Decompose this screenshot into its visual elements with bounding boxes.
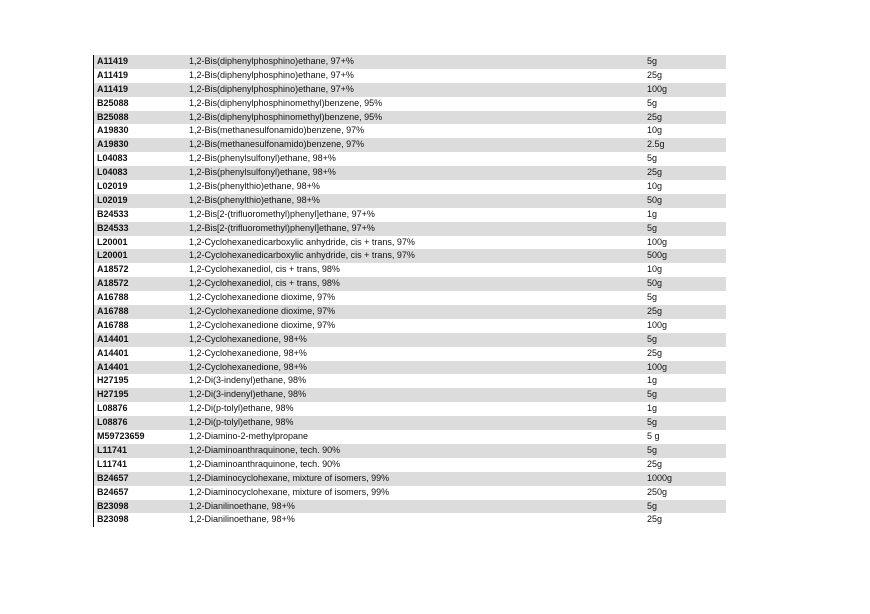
product-description: 1,2-Diamino-2-methylpropane bbox=[189, 431, 309, 442]
product-code: L11741 bbox=[97, 444, 128, 455]
table-row bbox=[94, 124, 726, 138]
product-code: A14401 bbox=[97, 333, 129, 344]
product-description: 1,2-Bis(phenylthio)ethane, 98+% bbox=[189, 181, 320, 192]
product-description: 1,2-Bis[2-(trifluoromethyl)phenyl]ethane, 97+% bbox=[189, 208, 375, 219]
product-quantity: 25g bbox=[647, 458, 663, 469]
table-row bbox=[94, 83, 726, 97]
product-quantity: 100g bbox=[647, 83, 668, 94]
product-quantity: 5g bbox=[647, 97, 658, 108]
product-code: B24533 bbox=[97, 208, 129, 219]
product-code: H27195 bbox=[97, 375, 129, 386]
table-row bbox=[94, 111, 726, 125]
product-description: 1,2-Bis(phenylsulfonyl)ethane, 98+% bbox=[189, 153, 336, 164]
product-quantity: 5g bbox=[647, 56, 658, 66]
product-quantity: 5g bbox=[647, 153, 658, 164]
product-code: A16788 bbox=[97, 292, 129, 303]
product-quantity: 1g bbox=[647, 375, 658, 386]
table-row bbox=[94, 152, 726, 166]
table-row bbox=[94, 166, 726, 180]
product-quantity: 1000g bbox=[647, 472, 673, 483]
product-description: 1,2-Bis(diphenylphosphino)ethane, 97+% bbox=[189, 69, 354, 80]
product-code: L20001 bbox=[97, 236, 128, 247]
product-quantity: 1g bbox=[647, 403, 658, 414]
product-quantity: 5g bbox=[647, 222, 658, 233]
table-row bbox=[94, 374, 726, 388]
table-row bbox=[94, 333, 726, 347]
product-code: L02019 bbox=[97, 194, 128, 205]
product-description: 1,2-Cyclohexanedione dioxime, 97% bbox=[189, 292, 336, 303]
table-row bbox=[94, 458, 726, 472]
product-code: L04083 bbox=[97, 153, 128, 164]
product-description: 1,2-Bis(diphenylphosphinomethyl)benzene, 95% bbox=[189, 97, 383, 108]
product-code: A18572 bbox=[97, 278, 129, 289]
table-row bbox=[94, 347, 726, 361]
product-code: B23098 bbox=[97, 514, 129, 525]
product-code: L20001 bbox=[97, 250, 128, 261]
product-quantity: 10g bbox=[647, 125, 663, 136]
product-description: 1,2-Dianilinoethane, 98+% bbox=[189, 514, 295, 525]
product-quantity: 1g bbox=[647, 208, 658, 219]
product-code: A11419 bbox=[97, 83, 129, 94]
product-code: A19830 bbox=[97, 125, 129, 136]
product-code: L08876 bbox=[97, 417, 128, 428]
product-code: A19830 bbox=[97, 139, 129, 150]
product-description: 1,2-Diaminoanthraquinone, tech. 90% bbox=[189, 458, 341, 469]
table-row bbox=[94, 249, 726, 263]
product-code: L04083 bbox=[97, 167, 128, 178]
table-row bbox=[94, 402, 726, 416]
product-description: 1,2-Bis(phenylthio)ethane, 98+% bbox=[189, 194, 320, 205]
product-code: L02019 bbox=[97, 181, 128, 192]
table-row bbox=[94, 277, 726, 291]
table-row bbox=[94, 194, 726, 208]
product-quantity: 100g bbox=[647, 361, 668, 372]
product-code: A16788 bbox=[97, 306, 129, 317]
table-row bbox=[94, 69, 726, 83]
table-row bbox=[94, 97, 726, 111]
product-description: 1,2-Bis(methanesulfonamido)benzene, 97% bbox=[189, 139, 365, 150]
product-quantity: 5g bbox=[647, 333, 658, 344]
table-row bbox=[94, 430, 726, 444]
product-description: 1,2-Cyclohexanediol, cis + trans, 98% bbox=[189, 264, 340, 275]
table-row bbox=[94, 138, 726, 152]
product-quantity: 5g bbox=[647, 417, 658, 428]
product-description: 1,2-Cyclohexanedione, 98+% bbox=[189, 347, 307, 358]
product-description: 1,2-Bis[2-(trifluoromethyl)phenyl]ethane, 97+% bbox=[189, 222, 375, 233]
product-code: L11741 bbox=[97, 458, 128, 469]
product-description: 1,2-Cyclohexanedione dioxime, 97% bbox=[189, 306, 336, 317]
product-description: 1,2-Di(p-tolyl)ethane, 98% bbox=[189, 417, 294, 428]
product-description: 1,2-Di(3-indenyl)ethane, 98% bbox=[189, 375, 307, 386]
table-row bbox=[94, 236, 726, 250]
product-description: 1,2-Bis(diphenylphosphino)ethane, 97+% bbox=[189, 56, 354, 66]
product-quantity: 50g bbox=[647, 194, 663, 205]
table-row bbox=[94, 208, 726, 222]
product-quantity: 25g bbox=[647, 167, 663, 178]
product-code: H27195 bbox=[97, 389, 129, 400]
product-code: B24657 bbox=[97, 472, 129, 483]
product-description: 1,2-Cyclohexanediol, cis + trans, 98% bbox=[189, 278, 340, 289]
product-quantity: 5g bbox=[647, 292, 658, 303]
product-code: M59723659 bbox=[97, 431, 145, 442]
table-row bbox=[94, 513, 726, 527]
product-quantity: 25g bbox=[647, 306, 663, 317]
product-code: L08876 bbox=[97, 403, 128, 414]
product-description: 1,2-Cyclohexanedicarboxylic anhydride, cis + trans, 97% bbox=[189, 250, 415, 261]
product-quantity: 25g bbox=[647, 514, 663, 525]
product-description: 1,2-Cyclohexanedicarboxylic anhydride, cis + trans, 97% bbox=[189, 236, 415, 247]
product-description: 1,2-Cyclohexanedione, 98+% bbox=[189, 361, 307, 372]
table-row bbox=[94, 180, 726, 194]
product-code: B24533 bbox=[97, 222, 129, 233]
product-description: 1,2-Dianilinoethane, 98+% bbox=[189, 500, 295, 511]
product-description: 1,2-Di(p-tolyl)ethane, 98% bbox=[189, 403, 294, 414]
product-quantity: 10g bbox=[647, 181, 663, 192]
product-code: A11419 bbox=[97, 69, 129, 80]
product-description: 1,2-Diaminocyclohexane, mixture of isomers, 99% bbox=[189, 486, 390, 497]
product-quantity: 500g bbox=[647, 250, 668, 261]
product-quantity: 25g bbox=[647, 347, 663, 358]
product-description: 1,2-Di(3-indenyl)ethane, 98% bbox=[189, 389, 307, 400]
table-row bbox=[94, 361, 726, 375]
table-row bbox=[94, 291, 726, 305]
product-description: 1,2-Diaminocyclohexane, mixture of isomers, 99% bbox=[189, 472, 390, 483]
product-quantity: 5g bbox=[647, 444, 658, 455]
product-quantity: 5g bbox=[647, 500, 658, 511]
product-code: A14401 bbox=[97, 347, 129, 358]
product-quantity: 250g bbox=[647, 486, 668, 497]
product-code: B23098 bbox=[97, 500, 129, 511]
table-row bbox=[94, 486, 726, 500]
product-code: B25088 bbox=[97, 111, 129, 122]
product-description: 1,2-Diaminoanthraquinone, tech. 90% bbox=[189, 444, 341, 455]
product-quantity: 100g bbox=[647, 236, 668, 247]
product-quantity: 5 g bbox=[647, 431, 660, 442]
product-code: B24657 bbox=[97, 486, 129, 497]
table-row bbox=[94, 222, 726, 236]
product-code: A11419 bbox=[97, 56, 129, 66]
table-row bbox=[94, 444, 726, 458]
product-quantity: 50g bbox=[647, 278, 663, 289]
table-row bbox=[94, 319, 726, 333]
product-code: A18572 bbox=[97, 264, 129, 275]
product-description: 1,2-Cyclohexanedione dioxime, 97% bbox=[189, 319, 336, 330]
product-description: 1,2-Bis(phenylsulfonyl)ethane, 98+% bbox=[189, 167, 336, 178]
product-quantity: 25g bbox=[647, 69, 663, 80]
product-quantity: 2.5g bbox=[647, 139, 665, 150]
product-code: A14401 bbox=[97, 361, 129, 372]
product-description: 1,2-Bis(diphenylphosphinomethyl)benzene, 95% bbox=[189, 111, 383, 122]
product-quantity: 100g bbox=[647, 319, 668, 330]
product-quantity: 25g bbox=[647, 111, 663, 122]
product-quantity: 5g bbox=[647, 389, 658, 400]
table-row bbox=[94, 416, 726, 430]
product-description: 1,2-Bis(methanesulfonamido)benzene, 97% bbox=[189, 125, 365, 136]
product-code: A16788 bbox=[97, 319, 129, 330]
table-row bbox=[94, 472, 726, 486]
table-row bbox=[94, 263, 726, 277]
product-code: B25088 bbox=[97, 97, 129, 108]
product-description: 1,2-Cyclohexanedione, 98+% bbox=[189, 333, 307, 344]
table-row bbox=[94, 500, 726, 514]
table-row bbox=[94, 388, 726, 402]
table-row bbox=[94, 305, 726, 319]
table-row bbox=[94, 55, 726, 69]
product-quantity: 10g bbox=[647, 264, 663, 275]
product-table bbox=[93, 55, 726, 527]
product-description: 1,2-Bis(diphenylphosphino)ethane, 97+% bbox=[189, 83, 354, 94]
